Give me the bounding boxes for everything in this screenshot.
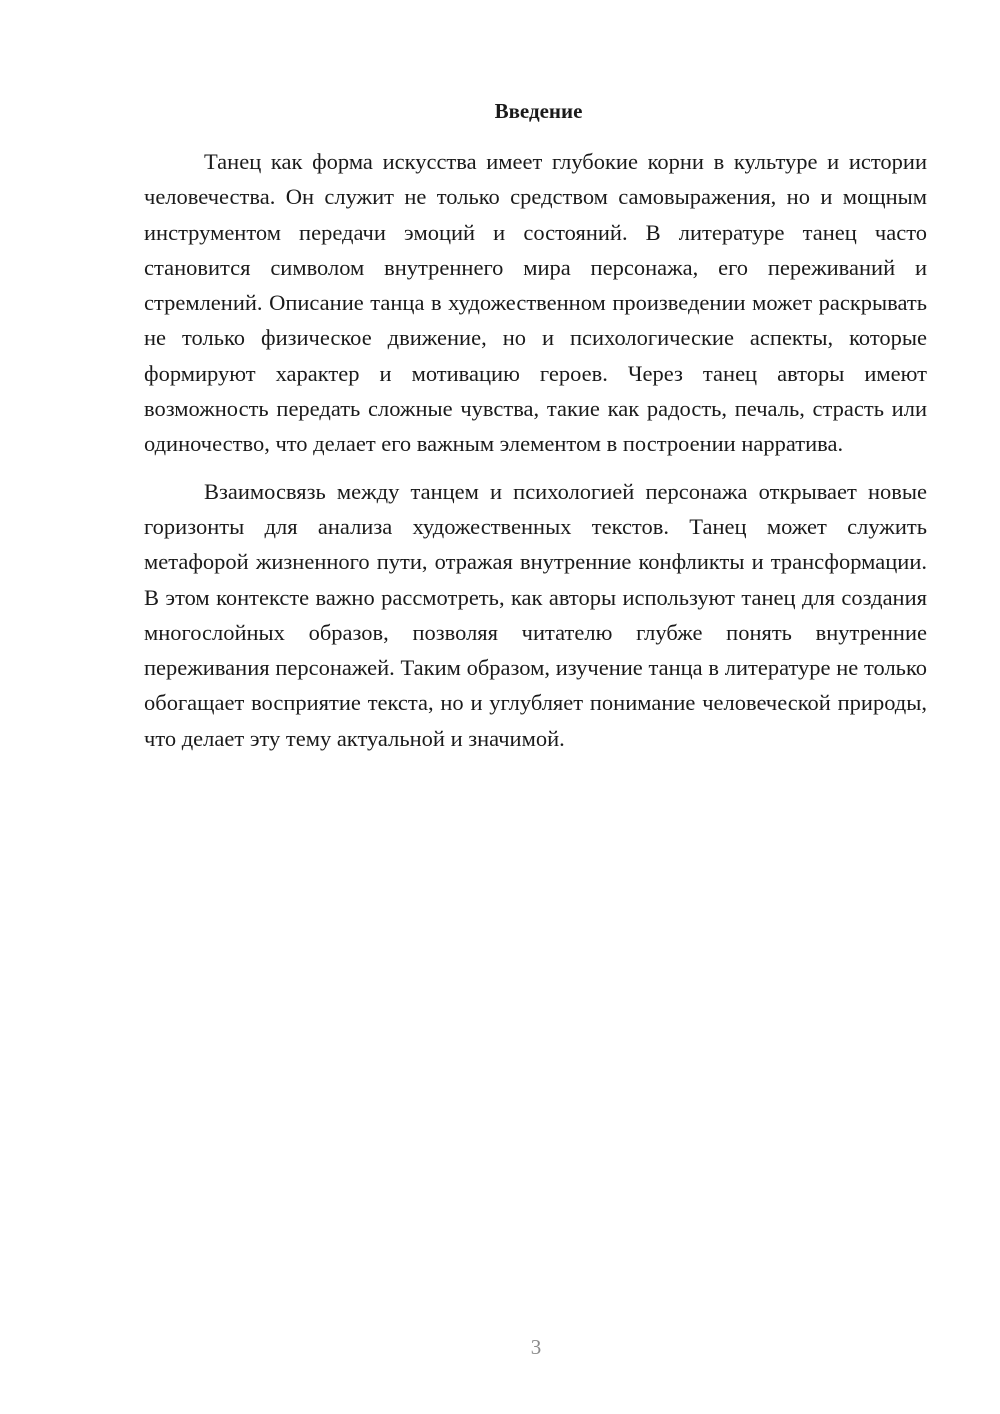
- page-number: 3: [530, 1335, 542, 1359]
- section-title: Введение: [494, 99, 583, 123]
- page-content: [144, 96, 927, 768]
- paragraph-1: Танец как форма искусства имеет глубокие корни в культуре и истории человечества. Он служит не только средством самовыражения, но и мощным инструментом передачи эмоций и состояний. В литературе танец часто становится символом внутреннего мира персонажа, его переживаний и стремлений. Описание танца в художественном произведении может раскрывать не только физическое движение, но и психологические аспекты, которые формируют характер и мотивацию героев. Через танец авторы имеют возможность передать сложные чувства, такие как радость, печаль, страсть или одиночество, что делает его важным элементом в построении нарратива.: [144, 149, 927, 457]
- paragraph-2: Взаимосвязь между танцем и психологией персонажа открывает новые горизонты для анализа художественных текстов. Танец может служить метафорой жизненного пути, отражая внутренние конфликты и трансформации. В этом контексте важно рассмотреть, как авторы используют танец для создания многослойных образов, позволяя читателю глубже понять внутренние переживания персонажей. Таким образом, изучение танца в литературе не только обогащает восприятие текста, но и углубляет понимание человеческой природы, что делает эту тему актуальной и значимой.: [144, 478, 927, 751]
